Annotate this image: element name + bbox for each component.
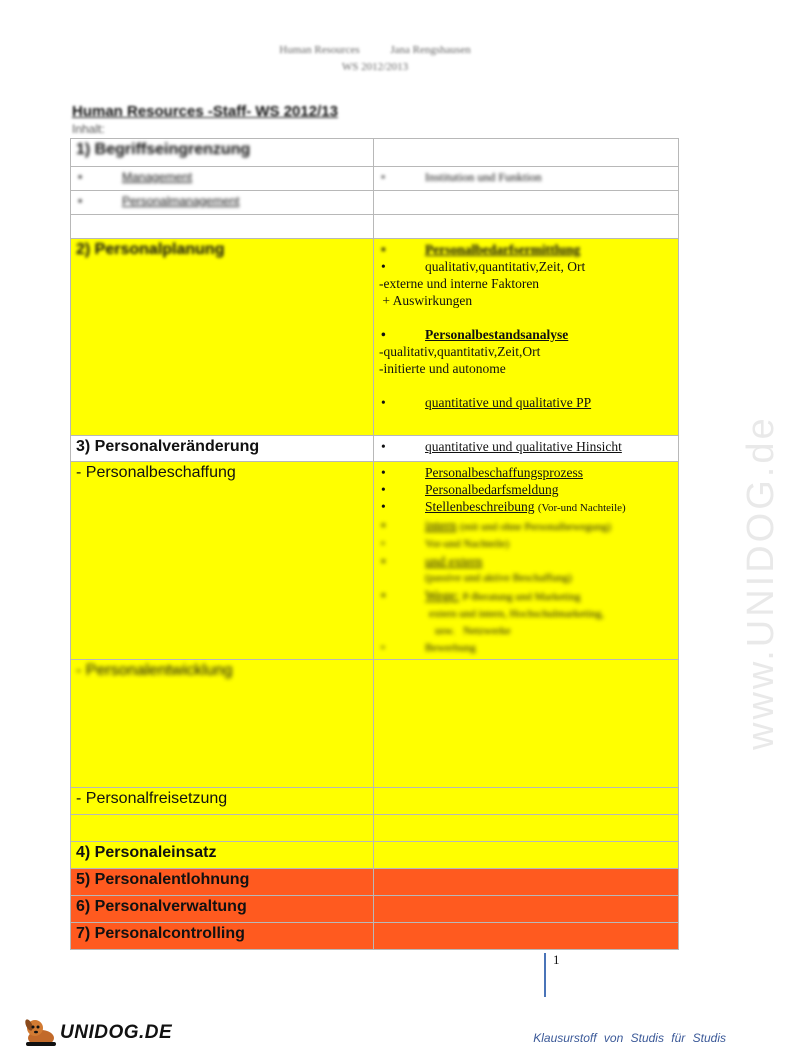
section-2-item: • qualitativ,quantitativ,Zeit, Ort bbox=[379, 258, 673, 275]
beschaffung-item: intern bbox=[425, 518, 457, 533]
personalbeschaffung-label: - Personalbeschaffung bbox=[76, 464, 236, 481]
beschaffung-item: • Personalbeschaffungsprozess bbox=[379, 464, 673, 481]
beschaffung-item: Stellenbeschreibung bbox=[425, 499, 535, 514]
section-3-row bbox=[71, 436, 679, 462]
logo-text: UNIDOG.DE bbox=[60, 1022, 173, 1043]
section-6-row bbox=[71, 896, 679, 923]
section-1-right-item: • Institution und Funktion bbox=[379, 169, 673, 186]
personalentwicklung-label: - Personalentwicklung bbox=[76, 662, 233, 679]
section-2-heading: 2) Personalplanung bbox=[76, 241, 225, 258]
beschaffung-item: • Vor-und Nachteile) bbox=[379, 536, 673, 553]
page-header bbox=[0, 44, 750, 73]
beschaffung-note: (Vor-und Nachteile) bbox=[537, 502, 626, 514]
spacer-row bbox=[71, 815, 679, 842]
personalfreisetzung-label: - Personalfreisetzung bbox=[76, 790, 228, 807]
spacer-row bbox=[71, 215, 679, 239]
dog-icon bbox=[22, 1016, 60, 1048]
beschaffung-note: (mit und ohne Personalbewegung) bbox=[459, 521, 612, 533]
section-3-right-item: • quantitative und qualitative Hinsicht bbox=[379, 438, 673, 455]
section-2-text: -qualitativ,quantitativ,Zeit,Ort bbox=[379, 344, 541, 359]
beschaffung-note: P-Beratung und Marketing bbox=[462, 591, 581, 603]
personalbeschaffung-row bbox=[71, 462, 679, 660]
section-2-row bbox=[71, 239, 679, 436]
beschaffung-item: • Bewerbung bbox=[379, 640, 673, 657]
page-number: 1 bbox=[553, 952, 560, 967]
section-1-heading: 1) Begriffseingrenzung bbox=[76, 141, 251, 158]
beschaffung-note: (passive und aktive Beschaffung) bbox=[425, 572, 572, 584]
header-course: Human Resources bbox=[279, 44, 360, 56]
section-4-row bbox=[71, 842, 679, 869]
beschaffung-item: • und extern bbox=[379, 553, 673, 570]
section-1-item-personalmanagement: • Personalmanagement bbox=[76, 193, 368, 210]
section-2-text: + Auswirkungen bbox=[379, 293, 473, 308]
section-2-text: -externe und interne Faktoren bbox=[379, 276, 540, 291]
beschaffung-item: Wege: bbox=[425, 588, 460, 603]
document-subtitle: Inhalt: bbox=[72, 122, 105, 136]
section-6-heading: 6) Personalverwaltung bbox=[76, 898, 247, 915]
section-1-item-row bbox=[71, 167, 679, 191]
header-author: Jana Rengshausen bbox=[390, 44, 471, 56]
section-3-heading: 3) Personalveränderung bbox=[76, 438, 260, 455]
personalentwicklung-row bbox=[71, 660, 679, 788]
section-2-item: • Personalbestandsanalyse bbox=[379, 326, 673, 343]
section-1-item-management: • Management bbox=[76, 169, 368, 186]
page-number-divider bbox=[544, 953, 546, 997]
contents-table bbox=[70, 138, 679, 950]
section-7-heading: 7) Personalcontrolling bbox=[76, 925, 245, 942]
footer-tagline: Klausurstoff von Studis für Studis bbox=[533, 1031, 726, 1045]
personalfreisetzung-row bbox=[71, 788, 679, 815]
section-5-heading: 5) Personalentlohnung bbox=[76, 871, 250, 888]
section-5-row bbox=[71, 869, 679, 896]
section-1-item-row bbox=[71, 191, 679, 215]
section-4-heading: 4) Personaleinsatz bbox=[76, 844, 217, 861]
section-7-row bbox=[71, 923, 679, 950]
beschaffung-note: extern und intern, Hochschulmarketing, bbox=[429, 608, 605, 620]
header-semester: WS 2012/2013 bbox=[341, 61, 409, 73]
unidog-logo bbox=[22, 1016, 173, 1048]
beschaffung-item: • Personalbedarfsmeldung bbox=[379, 481, 673, 498]
section-2-item: • quantitative und qualitative PP bbox=[379, 394, 673, 411]
watermark: www.UNIDOG.de bbox=[740, 415, 782, 750]
section-2-item: • Personalbedarfsermittlung bbox=[379, 241, 673, 258]
section-2-text: -initierte und autonome bbox=[379, 361, 506, 376]
document-title: Human Resources -Staff- WS 2012/13 bbox=[72, 103, 338, 120]
section-1-row bbox=[71, 139, 679, 167]
beschaffung-note: usw. Netzwerke bbox=[435, 625, 511, 637]
